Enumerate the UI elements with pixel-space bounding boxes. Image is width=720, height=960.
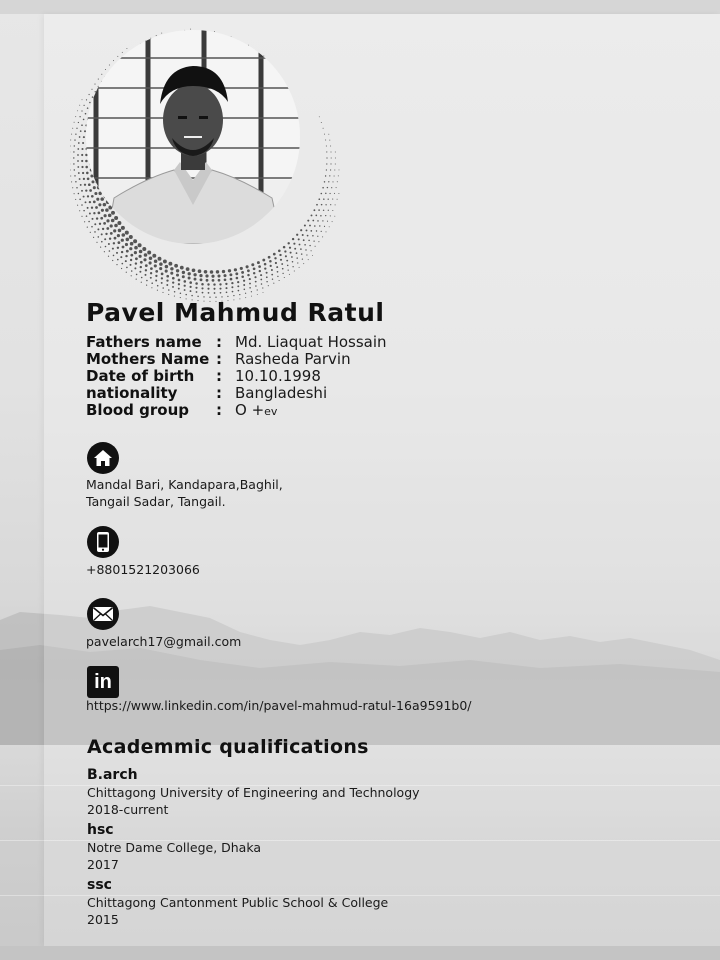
degree-title: B.arch [87, 767, 138, 783]
info-label: Fathers name [86, 333, 202, 351]
info-label: Mothers Name [86, 350, 210, 368]
education-item-hsc [87, 821, 687, 873]
address-text [86, 476, 283, 510]
degree-title: hsc [87, 822, 114, 838]
address-line-2: Tangail Sadar, Tangail. [86, 494, 226, 509]
info-colon: : [216, 350, 222, 368]
info-value: Bangladeshi [235, 384, 328, 402]
info-label: Date of birth [86, 367, 195, 385]
bottom-border [0, 946, 720, 960]
info-value: 10.10.1998 [235, 367, 321, 385]
info-label: Blood group [86, 401, 190, 419]
institution-name: Chittagong University of Engineering and Technology [87, 785, 420, 800]
blood-group-suffix: ev [264, 405, 278, 418]
top-border [0, 0, 720, 14]
phone-icon[interactable] [87, 526, 119, 558]
phone-number[interactable]: +8801521203066 [86, 562, 200, 577]
degree-title: ssc [87, 877, 112, 893]
education-item-barch [87, 766, 687, 818]
blood-group-value: O + [235, 401, 265, 419]
info-colon: : [216, 401, 222, 419]
portrait-illustration [86, 30, 300, 244]
linkedin-url[interactable]: https://www.linkedin.com/in/pavel-mahmud-ratul-16a9591b0/ [86, 698, 472, 713]
education-item-ssc [87, 876, 687, 928]
person-name: Pavel Mahmud Ratul [86, 298, 385, 327]
profile-photo [86, 30, 300, 244]
linkedin-icon[interactable] [87, 666, 119, 698]
education-heading: Academmic qualifications [87, 736, 369, 758]
info-colon: : [216, 384, 222, 402]
education-list [87, 766, 687, 931]
info-label: nationality [86, 384, 178, 402]
info-colon: : [216, 367, 222, 385]
info-value: Rasheda Parvin [235, 350, 351, 368]
institution-name: Notre Dame College, Dhaka [87, 840, 262, 855]
email-address[interactable]: pavelarch17@gmail.com [86, 634, 242, 649]
address-line-1: Mandal Bari, Kandapara,Baghil, [86, 477, 283, 492]
mail-icon[interactable] [87, 598, 119, 630]
linkedin-icon-text: in [94, 671, 112, 693]
info-value [235, 402, 277, 420]
home-icon [87, 442, 119, 474]
study-years: 2018-current [87, 802, 169, 817]
info-colon: : [216, 333, 222, 351]
info-value: Md. Liaquat Hossain [235, 333, 387, 351]
study-years: 2015 [87, 912, 119, 927]
study-years: 2017 [87, 857, 119, 872]
institution-name: Chittagong Cantonment Public School & College [87, 895, 389, 910]
